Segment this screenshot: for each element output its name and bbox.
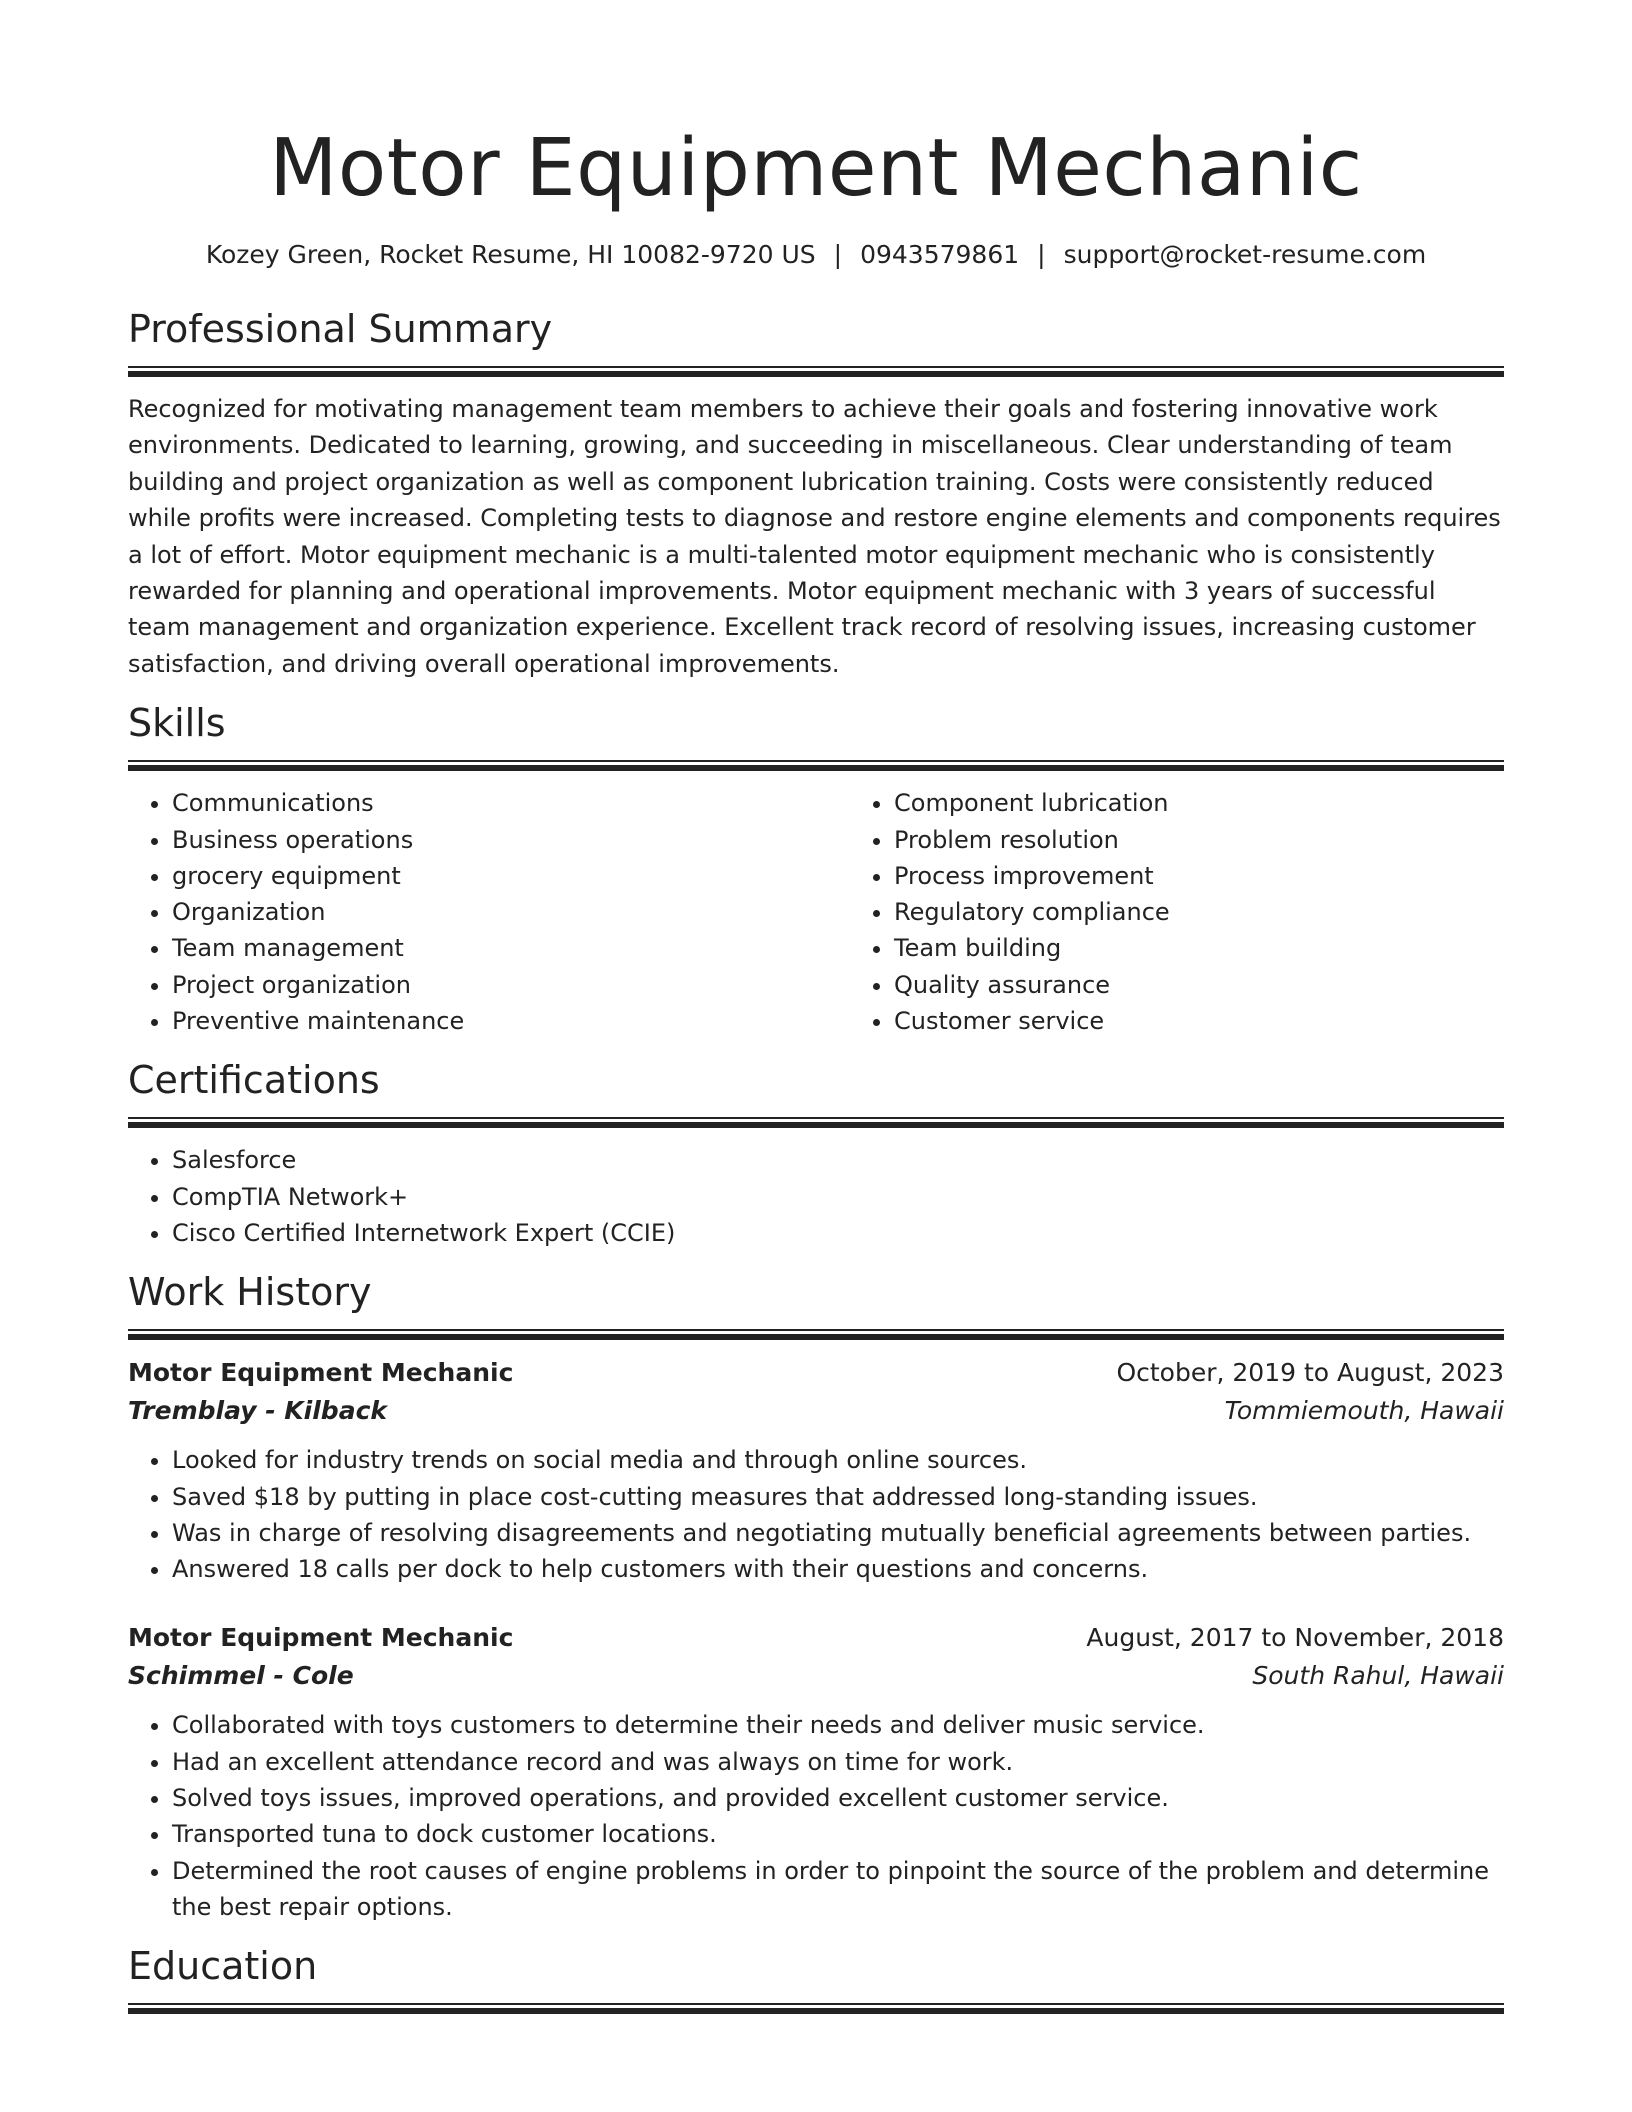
resume-title: Motor Equipment Mechanic — [269, 122, 1363, 214]
skill-item: • Communications — [172, 785, 850, 821]
contact-email[interactable]: support@rocket-resume.com — [1063, 240, 1427, 269]
skills-list-right — [850, 785, 1572, 1039]
job-company-row — [128, 1657, 1504, 1695]
job-company: Schimmel - Cole — [128, 1661, 354, 1691]
job-bullet: • Collaborated with toys customers to determine their needs and deliver music service. — [172, 1707, 1504, 1743]
summary-heading: Professional Summary — [128, 307, 553, 351]
section-divider — [128, 1117, 1504, 1128]
education-section — [128, 1943, 1504, 2014]
skill-item: • Preventive maintenance — [172, 1003, 850, 1039]
job-bullets — [128, 1442, 1504, 1587]
certification-item: • Salesforce — [172, 1142, 1504, 1178]
work-history-heading: Work History — [128, 1270, 372, 1315]
section-divider — [128, 366, 1504, 377]
skill-item: • Customer service — [894, 1003, 1572, 1039]
skill-item: • Organization — [172, 894, 850, 930]
skill-item: • Process improvement — [894, 858, 1572, 894]
job-location: Tommiemouth, Hawaii — [1224, 1396, 1504, 1426]
skill-item: • Team management — [172, 930, 850, 966]
job-bullet: • Had an excellent attendance record and was always on time for work. — [172, 1744, 1504, 1780]
skills-grid — [128, 785, 1504, 1039]
job-header-row — [128, 1354, 1504, 1392]
skill-item: • Problem resolution — [894, 822, 1572, 858]
job-bullet: • Answered 18 calls per dock to help customers with their questions and concerns. — [172, 1551, 1504, 1587]
summary-section — [128, 306, 1504, 682]
certifications-section — [128, 1057, 1504, 1251]
contact-separator: | — [1037, 240, 1046, 269]
skill-item: • Quality assurance — [894, 967, 1572, 1003]
job-bullet: • Looked for industry trends on social media and through online sources. — [172, 1442, 1504, 1478]
job-title: Motor Equipment Mechanic — [128, 1358, 514, 1388]
job-location: South Rahul, Hawaii — [1252, 1661, 1504, 1691]
section-divider — [128, 760, 1504, 771]
certification-item: • CompTIA Network+ — [172, 1179, 1504, 1215]
resume-page — [128, 0, 1504, 2014]
skills-heading: Skills — [128, 701, 226, 746]
section-divider — [128, 1329, 1504, 1340]
skill-item: • Team building — [894, 930, 1572, 966]
job-bullets — [128, 1707, 1504, 1925]
skill-item: • Component lubrication — [894, 785, 1572, 821]
work-history-section — [128, 1269, 1504, 1925]
job-company-row — [128, 1392, 1504, 1430]
summary-text: Recognized for motivating management team members to achieve their goals and fostering innovative work environments. Dedicated to learning, growing, and succeeding in miscellaneous. Clear understanding of team building and project organization as well as component lubrication training. Costs were consistently reduced while profits were increased. Completing tests to diagnose and restore engine elements and components requires a lot of effort. Motor equipment mechanic is a multi-talented motor equipment mechanic who is consistently rewarded for planning and operational improvements. Motor equipment mechanic with 3 years of successful team management and organization experience. Excellent track record of resolving issues, increasing customer satisfaction, and driving overall operational improvements. — [128, 395, 1501, 678]
contact-line — [128, 238, 1504, 272]
certifications-heading: Certifications — [128, 1058, 380, 1103]
skill-item: • grocery equipment — [172, 858, 850, 894]
job-header-row — [128, 1619, 1504, 1657]
contact-separator: | — [833, 240, 843, 269]
job-bullet: • Transported tuna to dock customer locations. — [172, 1816, 1504, 1852]
skills-list-left — [128, 785, 850, 1039]
job-bullet: • Solved toys issues, improved operations, and provided excellent customer service. — [172, 1780, 1504, 1816]
education-heading: Education — [128, 1944, 318, 1989]
certification-item: • Cisco Certified Internetwork Expert (CCIE) — [172, 1215, 1504, 1251]
section-divider — [128, 2003, 1504, 2014]
job-bullet: • Determined the root causes of engine problems in order to pinpoint the source of the problem and determine the best repair options. — [172, 1853, 1504, 1926]
job-entry — [128, 1354, 1504, 1587]
skill-item: • Project organization — [172, 967, 850, 1003]
skill-item: • Business operations — [172, 822, 850, 858]
job-bullet: • Was in charge of resolving disagreements and negotiating mutually beneficial agreements between parties. — [172, 1515, 1504, 1551]
skill-item: • Regulatory compliance — [894, 894, 1572, 930]
job-title: Motor Equipment Mechanic — [128, 1623, 514, 1653]
skills-section — [128, 700, 1504, 1039]
job-company: Tremblay - Kilback — [128, 1396, 388, 1426]
job-bullet: • Saved $18 by putting in place cost-cutting measures that addressed long-standing issues. — [172, 1479, 1504, 1515]
job-dates: August, 2017 to November, 2018 — [1086, 1623, 1504, 1653]
contact-phone[interactable]: 0943579861 — [860, 240, 1020, 269]
job-dates: October, 2019 to August, 2023 — [1116, 1358, 1504, 1388]
certifications-list — [128, 1142, 1504, 1251]
job-entry — [128, 1619, 1504, 1925]
contact-address: Kozey Green, Rocket Resume, HI 10082-9720 US — [205, 240, 816, 269]
